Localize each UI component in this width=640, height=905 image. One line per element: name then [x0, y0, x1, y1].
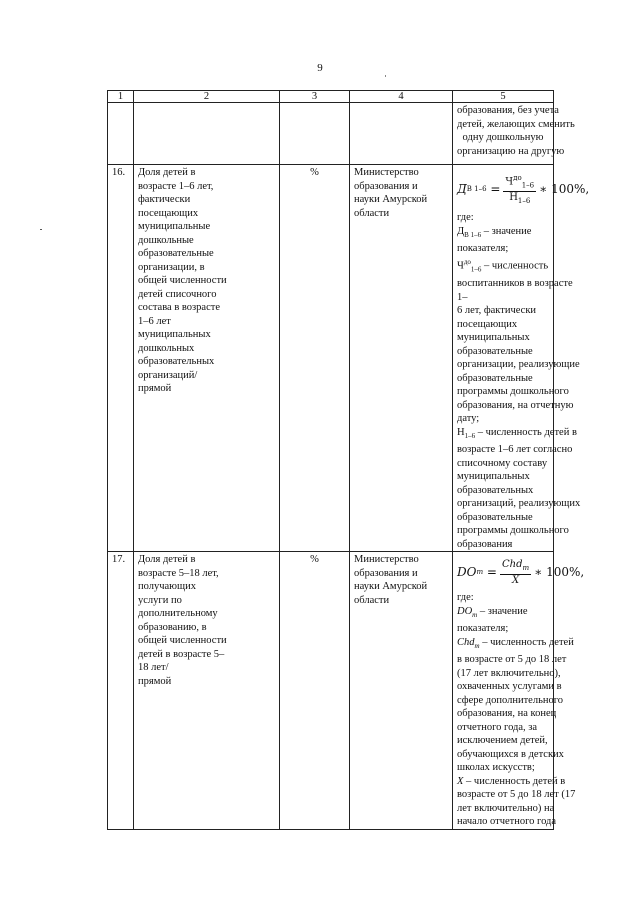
text-line: детей, желающих сменить — [457, 118, 575, 130]
text-line: Доля детей в — [138, 554, 196, 566]
text-line: общей численности — [138, 275, 227, 286]
text-line: образовательные — [457, 511, 533, 523]
text-line: возрасте 5–18 лет, — [138, 567, 219, 579]
text-line: муниципальные — [138, 221, 211, 232]
text-line: списочному составу — [457, 457, 548, 469]
text-line: образовательных — [457, 484, 534, 496]
formula-16 — [457, 172, 590, 207]
text-line: посещающих — [457, 318, 518, 330]
indicator-name — [134, 165, 280, 552]
text-line: программы дошкольного — [457, 386, 569, 398]
text-line: образования — [457, 538, 513, 550]
var-sub: 1–6 — [464, 431, 476, 440]
speck — [40, 229, 42, 230]
text-line: Министерство — [354, 167, 419, 178]
header-col-5: 5 — [453, 91, 554, 103]
text-line: дошкольные — [138, 234, 194, 246]
calculation-cell — [453, 165, 590, 552]
numerator-sub: m — [522, 564, 530, 573]
text-line: 6 лет, фактически — [457, 305, 537, 317]
text-line: муниципальных — [457, 332, 530, 344]
text-line: возрасте 1–6 лет, — [138, 180, 214, 192]
header-row — [108, 91, 554, 103]
formula-lhs-sub: В 1–6 — [466, 184, 487, 193]
text-line: детей в возрасте 5– — [138, 648, 225, 660]
header-col-1: 1 — [108, 91, 134, 103]
formula-lhs: DO — [457, 565, 477, 580]
formula-lhs: Д — [457, 181, 467, 196]
fraction-numerator — [503, 172, 536, 192]
var-symbol: Н — [457, 426, 465, 438]
numerator-symbol: Ч — [505, 176, 514, 188]
text-line: сфере дополнительного — [457, 694, 564, 706]
numerator-symbol: Chd — [501, 559, 523, 571]
numerator-sub: 1–6 — [521, 181, 535, 190]
table-row-16 — [108, 165, 554, 552]
var-desc: – численность — [481, 260, 549, 272]
text-line: общей численности — [138, 635, 227, 647]
text-line: образования, на отчетную — [457, 399, 574, 411]
text-line: организацию на другую — [457, 145, 565, 157]
text-line: 1– — [457, 291, 468, 303]
cell-empty — [280, 103, 350, 165]
text-line: образовательные — [457, 345, 533, 357]
page-number: 9 — [317, 62, 323, 74]
header-col-2: 2 — [134, 91, 280, 103]
text-line: прямой — [138, 675, 172, 687]
numerator-sup: до — [513, 174, 522, 182]
text-line: образованию, в — [138, 621, 207, 633]
var-desc: – значение — [481, 225, 532, 237]
expl-var-line — [457, 256, 549, 277]
var-sup: до — [463, 257, 471, 266]
header-col-4: 4 — [350, 91, 453, 103]
row-number: 17. — [108, 552, 134, 830]
text-line: дату; — [457, 413, 480, 425]
equals-sign: = — [486, 181, 501, 196]
responsible-cell — [350, 552, 453, 830]
denominator-symbol: Н — [509, 192, 518, 204]
text-line: состава в возрасте — [138, 302, 221, 313]
var-desc: – численность детей в — [475, 426, 577, 438]
text-line: лет включительно) на — [457, 802, 555, 814]
expl-var-line — [457, 426, 577, 444]
text-line: организации, реализующие — [457, 359, 580, 371]
denominator-sub: 1–6 — [517, 197, 531, 206]
text-line: получающих — [138, 581, 196, 593]
calculation-cell — [453, 552, 585, 830]
formula-fraction — [500, 559, 531, 587]
text-line: образования, на конец — [457, 708, 557, 720]
var-symbol: X — [457, 775, 464, 787]
formula-tail: ∗ 100%, — [534, 565, 585, 580]
var-sub: m — [474, 641, 480, 650]
text-line: обучающихся в детских — [457, 748, 564, 760]
formula-lhs-sub: m — [476, 568, 484, 577]
var-symbol: Ч — [457, 260, 464, 272]
text-line: Доля детей в — [138, 167, 196, 178]
text-line: возрасте 1–6 лет согласно — [457, 444, 573, 456]
fraction-denominator: X — [511, 575, 520, 587]
text-line: в возрасте от 5 до 18 лет — [457, 654, 567, 666]
var-symbol: Chd — [457, 636, 475, 648]
var-sub: В 1–6 — [464, 230, 482, 239]
text-line: исключением детей, — [457, 735, 548, 747]
text-line: науки Амурской — [354, 194, 428, 205]
var-symbol: DO — [457, 605, 473, 617]
var-desc: – численность детей в — [463, 775, 566, 787]
text-line: дошкольных — [138, 342, 195, 354]
text-line: образования и — [354, 567, 418, 579]
indicators-table — [107, 90, 590, 830]
text-line: организаций, реализующих — [457, 498, 581, 510]
text-line: образовательных — [138, 356, 215, 367]
text-line: показателя; — [457, 243, 509, 255]
text-line: возрасте от 5 до 18 лет (17 — [457, 789, 576, 801]
text-line: отчетного года, за — [457, 721, 538, 733]
indicator-name — [134, 552, 280, 830]
equals-sign: = — [483, 565, 497, 580]
cell-empty — [108, 103, 134, 165]
var-sub: m — [472, 610, 478, 619]
text-line: школах искусств; — [457, 762, 535, 774]
text-line: программы дошкольного — [457, 525, 569, 537]
var-symbol: Д — [457, 225, 465, 237]
var-desc: – значение — [477, 605, 528, 617]
text-line: области — [354, 207, 390, 219]
table-row-17 — [108, 552, 554, 830]
unit-cell: % — [280, 165, 350, 552]
fraction-denominator — [507, 192, 532, 207]
text-line: воспитанников в возрасте — [457, 278, 573, 290]
text-line: муниципальных — [457, 471, 530, 483]
text-line: где: — [457, 592, 474, 604]
text-line: фактически — [138, 194, 191, 205]
formula-fraction — [503, 172, 536, 207]
text-line: 1–6 лет — [138, 315, 171, 327]
text-line: прямой — [138, 383, 172, 394]
formula-tail: ∗ 100%, — [539, 181, 590, 196]
text-line: где: — [457, 212, 474, 224]
text-line: (17 лет включительно), — [457, 667, 561, 679]
text-line: организаций/ — [138, 369, 198, 381]
var-desc: – численность детей — [479, 636, 574, 648]
cell-empty — [350, 103, 453, 165]
text-line: дополнительному — [138, 608, 218, 620]
text-line: Министерство — [354, 554, 419, 566]
speck — [385, 75, 386, 77]
text-line: детей списочного — [138, 288, 217, 300]
text-line: одну дошкольную — [462, 132, 544, 143]
text-line: начало отчетного года — [457, 816, 557, 828]
text-line: образования, без учета — [457, 105, 559, 116]
text-line: науки Амурской — [354, 581, 428, 593]
header-col-3: 3 — [280, 91, 350, 103]
text-line: показателя; — [457, 623, 509, 635]
var-sub: 1–6 — [470, 265, 482, 274]
expl-var-line — [457, 605, 549, 623]
fraction-numerator — [500, 559, 531, 575]
formula-17 — [457, 559, 585, 587]
text-line: услуги по — [138, 594, 182, 606]
text-line: посещающих — [138, 207, 199, 219]
text-line: охваченных услугами в — [457, 681, 562, 693]
text-line: образовательные — [138, 248, 214, 259]
text-line: муниципальных — [138, 329, 211, 340]
table-row-continuation — [108, 103, 554, 165]
expl-var-line — [457, 225, 549, 243]
text-line: организации, в — [138, 261, 205, 273]
row-number: 16. — [108, 165, 134, 552]
unit-cell: % — [280, 552, 350, 830]
continuation-text — [453, 103, 575, 165]
responsible-cell — [350, 165, 453, 552]
text-line: области — [354, 594, 390, 606]
expl-var-line — [457, 636, 574, 654]
text-line: образовательные — [457, 372, 533, 384]
text-line: образования и — [354, 180, 418, 192]
expl-var-line — [457, 775, 566, 789]
cell-empty — [134, 103, 280, 165]
text-line: 18 лет/ — [138, 662, 169, 674]
